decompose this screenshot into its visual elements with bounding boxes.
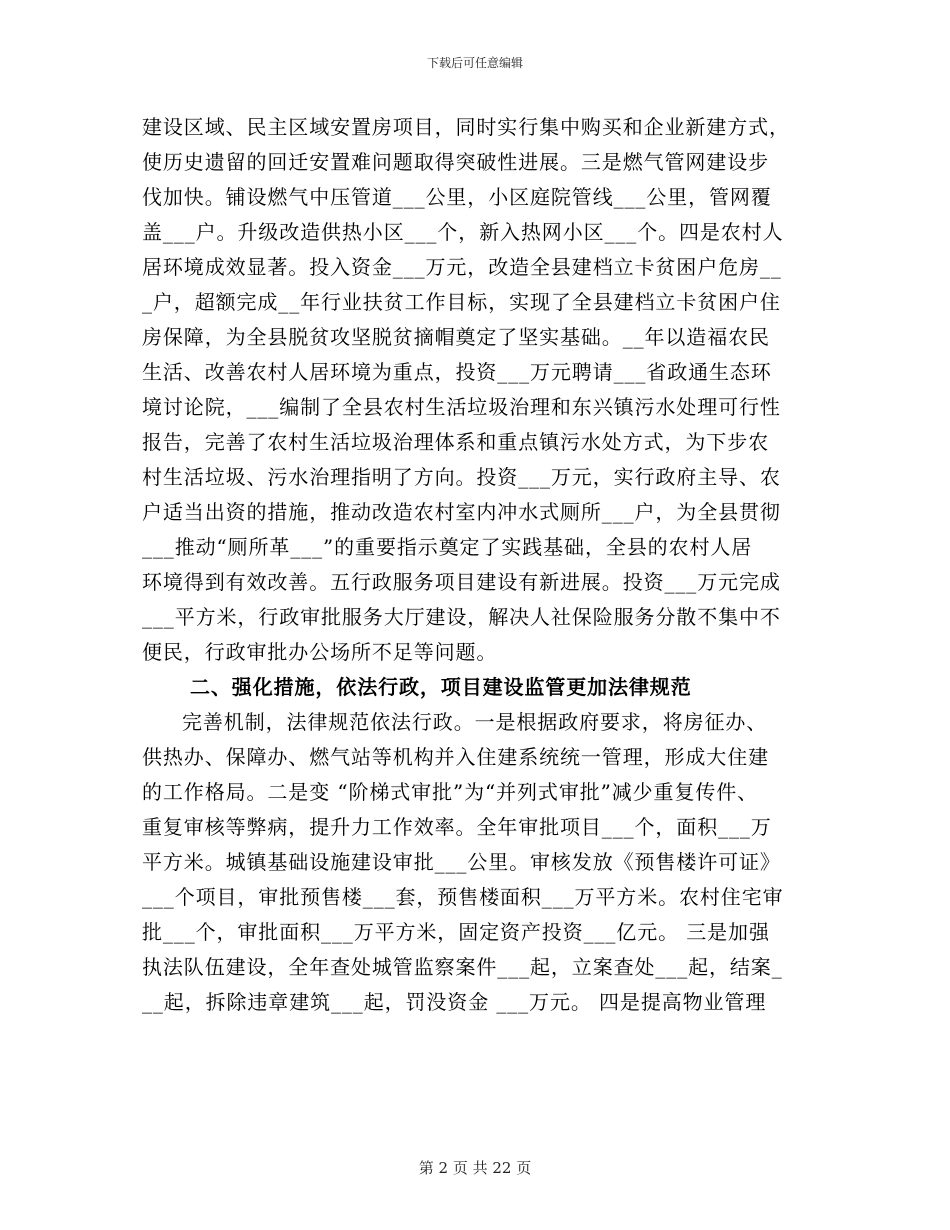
body-line: ___平方米，行政审批服务大厅建设，解决人社保险服务分散不集中不 (142, 605, 781, 629)
body-line: 执法队伍建设，全年查处城管监察案件___起，立案查处___起，结案_ (142, 955, 783, 979)
body-line: _户，超额完成__年行业扶贫工作目标，实现了全县建档立卡贫困户住 (142, 290, 781, 314)
body-line: 建设区域、民主区域安置房项目，同时实行集中购买和企业新建方式， (142, 115, 790, 139)
body-line: 村生活垃圾、污水治理指明了方向。投资___万元，实行政府主导、农 (142, 465, 781, 489)
body-line: ___个项目，审批预售楼___套，预售楼面积___万平方米。农村住宅审 (142, 885, 784, 909)
body-line: __起，拆除违章建筑___起，罚没资金 ___万元。 四是提高物业管理 (142, 990, 767, 1014)
body-line: 平方米。城镇基础设施建设审批___公里。审核发放《预售楼许可证》 (142, 850, 781, 874)
body-line: 重复审核等弊病，提升力工作效率。全年审批项目___个，面积___万 (142, 815, 772, 839)
body-line: 使历史遗留的回迁安置难问题取得突破性进展。三是燃气管网建设步 (142, 150, 769, 174)
body-line: 境讨论院，___编制了全县农村生活垃圾治理和东兴镇污水处理可行性 (142, 395, 781, 419)
section-heading: 二、强化措施，依法行政，项目建设监管更加法律规范 (190, 675, 692, 699)
body-line: 批___个，审批面积___万平方米，固定资产投资___亿元。 三是加强 (142, 920, 770, 944)
body-line: 供热办、保障办、燃气站等机构并入住建系统统一管理，形成大住建 (142, 745, 769, 769)
body-line: 环境得到有效改善。五行政服务项目建设有新进展。投资___万元完成 (142, 570, 781, 594)
body-line: 盖___户。升级改造供热小区___个，新入热网小区___个。四是农村人 (142, 220, 784, 244)
document-body (142, 110, 817, 1020)
page-header-note: 下载后可任意编辑 (426, 56, 523, 70)
body-line: 居环境成效显著。投入资金___万元，改造全县建档立卡贫困户危房__ (142, 255, 782, 279)
body-line: 便民，行政审批办公场所不足等问题。 (142, 640, 498, 664)
body-line: 户适当出资的措施，推动改造农村室内冲水式厕所___户，为全县贯彻 (142, 500, 781, 524)
body-line: ___推动“厕所革___”的重要指示奠定了实践基础，全县的农村人居 (142, 535, 753, 559)
body-line: 伐加快。铺设燃气中压管道___公里，小区庭院管线___公里，管网覆 (142, 185, 772, 209)
page-number-footer: 第 2 页 共 22 页 (418, 1159, 532, 1177)
body-line: 完善机制，法律规范依法行政。一是根据政府要求，将房征办、 (182, 710, 768, 734)
body-line: 房保障，为全县脱贫攻坚脱贫摘帽奠定了坚实基础。__年以造福农民 (142, 325, 770, 349)
body-line: 报告，完善了农村生活垃圾治理体系和重点镇污水处方式，为下步农 (142, 430, 769, 454)
body-line: 生活、改善农村人居环境为重点，投资___万元聘请___省政通生态环 (142, 360, 772, 384)
body-line: 的工作格局。二是变 “阶梯式审批”为“并列式审批”减少重复传件、 (142, 780, 759, 804)
